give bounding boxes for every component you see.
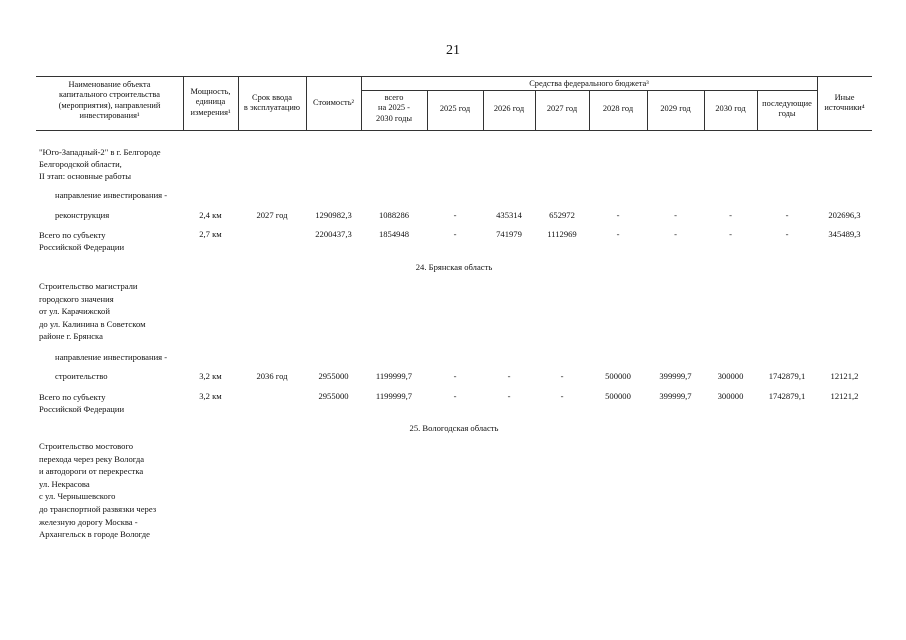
header-other-sources: Иные источники⁴ [824, 93, 865, 113]
cell-capacity: 3,2 км [199, 391, 222, 401]
cell-capacity: 2,4 км [199, 210, 222, 220]
cell-capacity: 2,7 км [199, 229, 222, 239]
cell-cost: 2955000 [318, 371, 349, 381]
cell-2028: 500000 [605, 391, 631, 401]
header-year-2027: 2027 год [546, 104, 578, 113]
header-next-years: последующие годы [762, 99, 812, 119]
subtotal-label: Всего по субъекту Российской Федерации [39, 230, 125, 252]
header-total: всего на 2025 - 2030 годы [376, 93, 412, 123]
cell-2025: - [453, 391, 457, 401]
cell-other: 202696,3 [828, 210, 861, 220]
cell-2027: 1112969 [547, 229, 577, 239]
cell-other: 12121,2 [830, 371, 859, 381]
direction-label: направление инвестирования - [55, 190, 168, 200]
cell-2026: 741979 [496, 229, 522, 239]
cell-2029: - [674, 210, 677, 220]
header-year-2030: 2030 год [715, 104, 746, 113]
cell-2026: 435314 [496, 210, 522, 220]
object-title: Строительство мостового перехода через реку Вологда и автодороги от перекрестка ул. Некрасова с ул. Чернышевского до транспортной развязки через железную дорогу Москва - Архангельск в городе Вологде [39, 441, 157, 540]
cell-2027: 652972 [549, 210, 575, 220]
header-year-2025: 2025 год [439, 104, 471, 113]
header-name: Наименование объекта капитального строительства (мероприятия), направлений инвестирования¹ [58, 80, 161, 121]
object-title: Строительство магистрали городского значения от ул. Карачижской до ул. Калинина в Советском районе г. Брянска [39, 281, 146, 342]
cell-capacity: 3,2 км [199, 371, 222, 381]
header-year-2028: 2028 год [602, 104, 634, 113]
header-top-rule [36, 76, 872, 77]
cell-deadline: 2036 год [256, 371, 288, 381]
header-deadline: Срок ввода в эксплуатацию [243, 93, 301, 113]
header-capacity: Мощность, единица измерения¹ [190, 87, 231, 117]
cell-2030: - [729, 210, 732, 220]
cell-2026: - [507, 391, 511, 401]
cell-2027: - [560, 391, 564, 401]
cell-2027: - [560, 371, 564, 381]
cell-2026: - [507, 371, 511, 381]
cell-2025: - [453, 229, 457, 239]
cell-2028: 500000 [605, 371, 631, 381]
cell-2030: - [729, 229, 732, 239]
cell-2030: 300000 [717, 391, 744, 401]
cell-total: 1199999,7 [375, 371, 413, 381]
subtotal-label: Всего по субъекту Российской Федерации [39, 392, 125, 414]
cell-total: 1854948 [378, 229, 410, 239]
row-label: строительство [55, 371, 108, 381]
cell-2029: 399999,7 [659, 371, 692, 381]
object-title: "Юго-Западный-2" в г. Белгороде Белгородской области, II этап: основные работы [39, 147, 161, 181]
cell-total: 1199999,7 [375, 391, 413, 401]
header-bottom-rule [36, 130, 872, 131]
cell-other: 12121,2 [830, 391, 859, 401]
header-cost: Стоимость² [312, 98, 355, 107]
cell-2028: - [616, 210, 620, 220]
cell-2028: - [616, 229, 620, 239]
cell-2025: - [453, 371, 457, 381]
header-federal: Средства федерального бюджета³ [529, 79, 649, 88]
cell-2030: 300000 [717, 371, 744, 381]
row-label: реконструкция [55, 210, 110, 220]
cell-2025: - [453, 210, 457, 220]
cell-cost: 2200437,3 [315, 229, 352, 239]
cell-next: 1742879,1 [768, 391, 806, 401]
header-year-2026: 2026 год [493, 104, 525, 113]
cell-next: - [785, 229, 789, 239]
region-heading: 25. Вологодская область [409, 423, 499, 433]
cell-deadline: 2027 год [256, 210, 288, 220]
cell-next: - [785, 210, 789, 220]
cell-cost: 2955000 [318, 391, 349, 401]
direction-label: направление инвестирования - [55, 352, 168, 362]
cell-next: 1742879,1 [768, 371, 806, 381]
header-year-2029: 2029 год [660, 104, 691, 113]
region-heading: 24. Брянская область [415, 262, 493, 272]
cell-2029: 399999,7 [659, 391, 692, 401]
page-number: 21 [446, 43, 460, 58]
cell-cost: 1290982,3 [315, 210, 352, 220]
cell-other: 345489,3 [828, 229, 861, 239]
cell-total: 1088286 [378, 210, 410, 220]
cell-2029: - [674, 229, 677, 239]
